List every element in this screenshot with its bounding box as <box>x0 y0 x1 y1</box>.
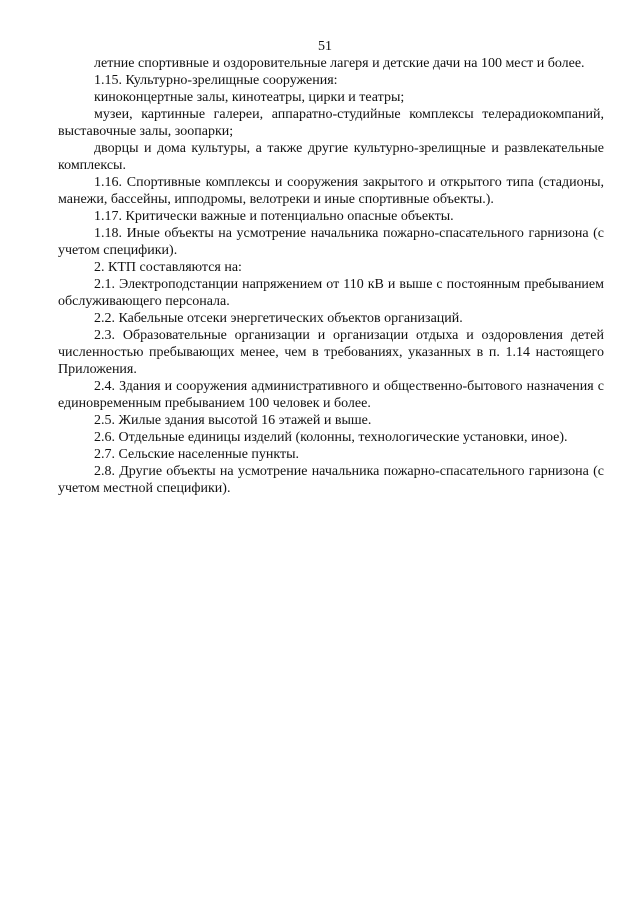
page-number: 51 <box>318 39 332 54</box>
paragraph-2: 2. КТП составляются на: <box>94 260 242 275</box>
paragraph-2-3: 2.3. Образовательные организации и организации отдыха и оздоровления детей численностью пребывающих менее, чем в требованиях, указанных в п. 1.14 настоящего Приложения. <box>58 328 604 377</box>
paragraph-1-16: 1.16. Спортивные комплексы и сооружения закрытого и открытого типа (стадионы, манежи, бассейны, ипподромы, велотреки и иные спортивные объекты.). <box>58 175 604 207</box>
document-body <box>58 55 604 497</box>
paragraph-2-6: 2.6. Отдельные единицы изделий (колонны, технологические установки, иное). <box>94 430 568 445</box>
paragraph-2-5: 2.5. Жилые здания высотой 16 этажей и выше. <box>94 413 372 428</box>
paragraph-2-1: 2.1. Электроподстанции напряжением от 110 кВ и выше с постоянным пребыванием обслуживающего персонала. <box>58 277 604 309</box>
paragraph-2-8: 2.8. Другие объекты на усмотрение начальника пожарно-спасательного гарнизона (с учетом местной специфики). <box>58 464 604 496</box>
paragraph-2-4: 2.4. Здания и сооружения административного и общественно-бытового назначения с единовременным пребыванием 100 человек и более. <box>58 379 604 411</box>
paragraph-2-2: 2.2. Кабельные отсеки энергетических объектов организаций. <box>94 311 463 326</box>
paragraph-1-17: 1.17. Критически важные и потенциально опасные объекты. <box>94 209 454 224</box>
paragraph-continuation-camps: летние спортивные и оздоровительные лагеря и детские дачи на 100 мест и более. <box>94 56 585 71</box>
paragraph-1-15: 1.15. Культурно-зрелищные сооружения: <box>94 73 338 88</box>
paragraph-palaces-of-culture: дворцы и дома культуры, а также другие культурно-зрелищные и развлекательные комплексы. <box>58 141 604 173</box>
paragraph-2-7: 2.7. Сельские населенные пункты. <box>94 447 300 462</box>
paragraph-concert-halls: киноконцертные залы, кинотеатры, цирки и театры; <box>94 90 405 105</box>
paragraph-1-18: 1.18. Иные объекты на усмотрение начальника пожарно-спасательного гарнизона (с учетом специфики). <box>58 226 604 258</box>
paragraph-museums: музеи, картинные галереи, аппаратно-студийные комплексы телерадиокомпаний, выставочные залы, зоопарки; <box>58 107 604 139</box>
